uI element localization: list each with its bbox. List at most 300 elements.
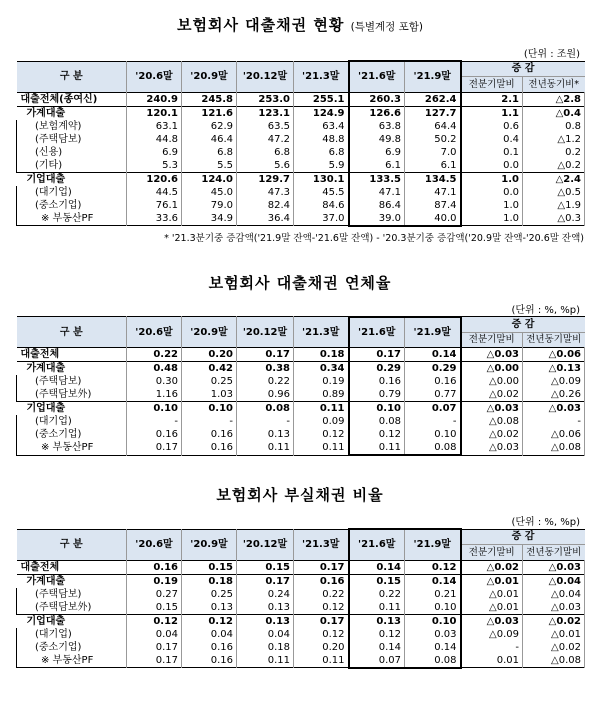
- cell-value: 0.24: [237, 588, 294, 601]
- header-period: '21.6말: [349, 61, 405, 92]
- table-row: [17, 402, 585, 416]
- row-label: (대기업): [17, 415, 127, 428]
- table-row: [17, 375, 585, 388]
- cell-value: 62.9: [182, 120, 237, 133]
- header-category: 구 분: [17, 61, 127, 92]
- cell-value: 82.4: [237, 199, 294, 212]
- cell-value: 0.10: [127, 402, 182, 416]
- cell-value: 0.13: [237, 614, 294, 628]
- cell-value: 40.0: [405, 212, 461, 226]
- table-row: [17, 428, 585, 441]
- cell-value: 0.18: [237, 641, 294, 654]
- cell-value: 6.1: [349, 159, 405, 173]
- table-row: [17, 415, 585, 428]
- cell-value: 253.0: [237, 92, 294, 106]
- loan-status-subtitle: (특별계정 포함): [350, 21, 423, 33]
- table-row: [17, 362, 585, 376]
- cell-value: 33.6: [127, 212, 182, 226]
- cell-value: △0.00: [461, 375, 523, 388]
- cell-value: △0.02: [523, 614, 585, 628]
- cell-value: △0.03: [461, 348, 523, 362]
- cell-value: △0.03: [523, 560, 585, 574]
- cell-value: △0.08: [523, 654, 585, 668]
- delinquency-body: [17, 348, 585, 456]
- cell-value: 0.27: [127, 588, 182, 601]
- table-row: [17, 172, 585, 186]
- cell-value: 0.30: [127, 375, 182, 388]
- table-row: [17, 348, 585, 362]
- npl-table: [16, 528, 585, 669]
- cell-value: 0.17: [294, 614, 349, 628]
- cell-value: △0.04: [523, 588, 585, 601]
- cell-value: 0.96: [237, 388, 294, 402]
- cell-value: 0.16: [182, 641, 237, 654]
- cell-value: 79.0: [182, 199, 237, 212]
- cell-value: 0.08: [349, 415, 405, 428]
- cell-value: -: [182, 415, 237, 428]
- cell-value: 120.1: [127, 106, 182, 120]
- cell-value: 0.14: [349, 560, 405, 574]
- cell-value: -: [461, 641, 523, 654]
- table-row: [17, 186, 585, 199]
- table-row: [17, 388, 585, 402]
- table-row: [17, 654, 585, 668]
- cell-value: 126.6: [349, 106, 405, 120]
- cell-value: 1.03: [182, 388, 237, 402]
- row-label: (주택담보): [17, 588, 127, 601]
- cell-value: 0.22: [127, 348, 182, 362]
- table-row: [17, 133, 585, 146]
- cell-value: 0.11: [237, 441, 294, 455]
- cell-value: 5.6: [237, 159, 294, 173]
- cell-value: 0.12: [294, 628, 349, 641]
- cell-value: -: [523, 415, 585, 428]
- cell-value: 0.17: [127, 654, 182, 668]
- row-label: 가계대출: [17, 362, 127, 376]
- row-label: ※ 부동산PF: [17, 441, 127, 455]
- cell-value: △0.01: [461, 601, 523, 615]
- cell-value: △0.01: [523, 628, 585, 641]
- cell-value: △2.4: [523, 172, 585, 186]
- cell-value: △0.08: [461, 415, 523, 428]
- loan-status-section: [0, 0, 600, 244]
- row-label: 대출전체: [17, 560, 127, 574]
- header-yoy: 전년동기비*: [523, 77, 585, 93]
- header-period: '20.6말: [127, 317, 182, 348]
- row-label: (기타): [17, 159, 127, 173]
- cell-value: 0.11: [349, 441, 405, 455]
- header-period: '20.9말: [182, 529, 237, 560]
- cell-value: 0.03: [405, 628, 461, 641]
- header-qoq: 전분기말비: [461, 77, 523, 93]
- cell-value: 45.0: [182, 186, 237, 199]
- table-row: [17, 441, 585, 455]
- cell-value: 0.17: [127, 641, 182, 654]
- header-period: '20.9말: [182, 61, 237, 92]
- npl-section: [0, 456, 600, 669]
- cell-value: △0.3: [523, 212, 585, 226]
- cell-value: 86.4: [349, 199, 405, 212]
- cell-value: 245.8: [182, 92, 237, 106]
- cell-value: 0.0: [461, 186, 523, 199]
- cell-value: 0.12: [294, 428, 349, 441]
- cell-value: △0.03: [461, 614, 523, 628]
- cell-value: 0.15: [349, 574, 405, 588]
- cell-value: 1.16: [127, 388, 182, 402]
- table-row: [17, 146, 585, 159]
- cell-value: 0.12: [405, 560, 461, 574]
- cell-value: 0.11: [294, 402, 349, 416]
- header-qoq: 전분기말비: [461, 545, 523, 561]
- row-label: (대기업): [17, 186, 127, 199]
- cell-value: 2.1: [461, 92, 523, 106]
- cell-value: 44.8: [127, 133, 182, 146]
- table-row: [17, 106, 585, 120]
- table-row: [17, 159, 585, 173]
- cell-value: 6.9: [127, 146, 182, 159]
- row-label: ※ 부동산PF: [17, 212, 127, 226]
- cell-value: 262.4: [405, 92, 461, 106]
- header-category: 구 분: [17, 317, 127, 348]
- cell-value: 0.15: [237, 560, 294, 574]
- header-row: [17, 61, 585, 77]
- cell-value: △0.03: [523, 402, 585, 416]
- header-yoy: 전년동기말비: [523, 332, 585, 348]
- cell-value: △0.08: [523, 441, 585, 455]
- cell-value: 0.25: [182, 588, 237, 601]
- cell-value: 0.13: [182, 601, 237, 615]
- footnote: * '21.3분기중 증감액('21.9말 잔액-'21.6말 잔액) - '20.3분기중 증감액('20.9말 잔액-'20.6말 잔액): [164, 232, 584, 244]
- cell-value: 47.3: [237, 186, 294, 199]
- table-row: [17, 614, 585, 628]
- cell-value: 63.5: [237, 120, 294, 133]
- cell-value: 1.0: [461, 172, 523, 186]
- row-label: (중소기업): [17, 199, 127, 212]
- cell-value: 0.13: [237, 428, 294, 441]
- cell-value: 133.5: [349, 172, 405, 186]
- cell-value: 0.10: [405, 428, 461, 441]
- cell-value: 63.1: [127, 120, 182, 133]
- cell-value: 0.17: [294, 560, 349, 574]
- cell-value: 0.17: [127, 441, 182, 455]
- header-change: 증 감: [461, 61, 585, 77]
- row-label: (대기업): [17, 628, 127, 641]
- header-period: '21.3말: [294, 529, 349, 560]
- loan-status-title: [0, 14, 600, 35]
- cell-value: 0.11: [349, 601, 405, 615]
- cell-value: 0.0: [461, 159, 523, 173]
- cell-value: 39.0: [349, 212, 405, 226]
- header-period: '20.12말: [237, 61, 294, 92]
- cell-value: 0.13: [237, 601, 294, 615]
- cell-value: △0.13: [523, 362, 585, 376]
- cell-value: 121.6: [182, 106, 237, 120]
- cell-value: 0.19: [294, 375, 349, 388]
- row-label: 대출전체: [17, 348, 127, 362]
- cell-value: △0.03: [461, 441, 523, 455]
- row-label: (주택담보): [17, 375, 127, 388]
- header-period: '20.12말: [237, 317, 294, 348]
- cell-value: 6.8: [182, 146, 237, 159]
- cell-value: 0.13: [349, 614, 405, 628]
- cell-value: 0.04: [237, 628, 294, 641]
- header-period: '21.9말: [405, 317, 461, 348]
- table-row: [17, 92, 585, 106]
- cell-value: 5.9: [294, 159, 349, 173]
- row-label: (중소기업): [17, 641, 127, 654]
- cell-value: 0.89: [294, 388, 349, 402]
- cell-value: 0.08: [237, 402, 294, 416]
- delinquency-title: 보험회사 대출채권 연체율: [208, 273, 392, 292]
- cell-value: 129.7: [237, 172, 294, 186]
- cell-value: 0.12: [182, 614, 237, 628]
- cell-value: 6.1: [405, 159, 461, 173]
- cell-value: 63.4: [294, 120, 349, 133]
- header-period: '20.6말: [127, 529, 182, 560]
- row-label: 기업대출: [17, 402, 127, 416]
- cell-value: -: [237, 415, 294, 428]
- header-period: '21.3말: [294, 61, 349, 92]
- cell-value: 0.10: [405, 601, 461, 615]
- cell-value: 0.16: [405, 375, 461, 388]
- row-label: (보험계약): [17, 120, 127, 133]
- header-row: [17, 317, 585, 333]
- cell-value: 0.04: [127, 628, 182, 641]
- cell-value: 36.4: [237, 212, 294, 226]
- cell-value: 0.42: [182, 362, 237, 376]
- cell-value: -: [127, 415, 182, 428]
- cell-value: 64.4: [405, 120, 461, 133]
- cell-value: △2.8: [523, 92, 585, 106]
- cell-value: 0.12: [349, 628, 405, 641]
- cell-value: 120.6: [127, 172, 182, 186]
- table-row: [17, 588, 585, 601]
- cell-value: △1.9: [523, 199, 585, 212]
- header-yoy: 전년동기말비: [523, 545, 585, 561]
- cell-value: 37.0: [294, 212, 349, 226]
- loan-status-unit: (단위 : 조원): [523, 49, 580, 60]
- cell-value: 0.12: [294, 601, 349, 615]
- cell-value: 49.8: [349, 133, 405, 146]
- cell-value: 0.16: [182, 428, 237, 441]
- table-row: [17, 574, 585, 588]
- cell-value: 0.4: [461, 133, 523, 146]
- header-period: '20.9말: [182, 317, 237, 348]
- row-label: (주택담보外): [17, 601, 127, 615]
- cell-value: 127.7: [405, 106, 461, 120]
- cell-value: 0.22: [349, 588, 405, 601]
- cell-value: 0.08: [405, 654, 461, 668]
- cell-value: 0.29: [349, 362, 405, 376]
- cell-value: 0.10: [182, 402, 237, 416]
- loan-status-title-text: 보험회사 대출채권 현황: [177, 16, 345, 34]
- cell-value: 0.34: [294, 362, 349, 376]
- cell-value: 0.22: [294, 588, 349, 601]
- cell-value: 47.1: [349, 186, 405, 199]
- delinquency-unit: (단위 : %, %p): [511, 304, 580, 316]
- cell-value: 0.12: [349, 428, 405, 441]
- table-row: [17, 199, 585, 212]
- cell-value: △0.09: [461, 628, 523, 641]
- cell-value: 124.9: [294, 106, 349, 120]
- cell-value: -: [405, 415, 461, 428]
- header-period: '20.6말: [127, 61, 182, 92]
- cell-value: 7.0: [405, 146, 461, 159]
- cell-value: 0.14: [405, 574, 461, 588]
- cell-value: △0.2: [523, 159, 585, 173]
- cell-value: 0.6: [461, 120, 523, 133]
- cell-value: 260.3: [349, 92, 405, 106]
- cell-value: 0.16: [349, 375, 405, 388]
- cell-value: △0.01: [461, 588, 523, 601]
- cell-value: 0.1: [461, 146, 523, 159]
- cell-value: 0.17: [349, 348, 405, 362]
- cell-value: 130.1: [294, 172, 349, 186]
- cell-value: 0.09: [294, 415, 349, 428]
- cell-value: △0.03: [523, 601, 585, 615]
- cell-value: 48.8: [294, 133, 349, 146]
- npl-title: 보험회사 부실채권 비율: [216, 486, 384, 504]
- cell-value: 0.10: [405, 614, 461, 628]
- cell-value: 0.16: [127, 428, 182, 441]
- header-category: 구 분: [17, 529, 127, 560]
- header-period: '21.6말: [349, 317, 405, 348]
- cell-value: 6.8: [237, 146, 294, 159]
- cell-value: 1.0: [461, 212, 523, 226]
- cell-value: 0.79: [349, 388, 405, 402]
- cell-value: 63.8: [349, 120, 405, 133]
- cell-value: 0.38: [237, 362, 294, 376]
- cell-value: 0.14: [405, 641, 461, 654]
- cell-value: 46.4: [182, 133, 237, 146]
- cell-value: △0.00: [461, 362, 523, 376]
- header-period: '21.3말: [294, 317, 349, 348]
- cell-value: 123.1: [237, 106, 294, 120]
- npl-body: [17, 560, 585, 668]
- cell-value: 0.21: [405, 588, 461, 601]
- cell-value: 240.9: [127, 92, 182, 106]
- cell-value: △1.2: [523, 133, 585, 146]
- header-period: '21.6말: [349, 529, 405, 560]
- loan-status-table: [16, 60, 585, 227]
- cell-value: △0.01: [461, 574, 523, 588]
- cell-value: 6.9: [349, 146, 405, 159]
- cell-value: 124.0: [182, 172, 237, 186]
- cell-value: △0.04: [523, 574, 585, 588]
- row-label: 대출전체(종여신): [17, 92, 127, 106]
- cell-value: 134.5: [405, 172, 461, 186]
- row-label: 가계대출: [17, 106, 127, 120]
- header-change: 증 감: [461, 529, 585, 545]
- cell-value: △0.02: [523, 641, 585, 654]
- cell-value: 0.18: [294, 348, 349, 362]
- cell-value: △0.06: [523, 428, 585, 441]
- cell-value: 1.0: [461, 199, 523, 212]
- cell-value: 45.5: [294, 186, 349, 199]
- cell-value: 0.14: [349, 641, 405, 654]
- cell-value: 0.17: [237, 574, 294, 588]
- cell-value: 0.11: [294, 441, 349, 455]
- cell-value: 0.29: [405, 362, 461, 376]
- cell-value: 0.2: [523, 146, 585, 159]
- row-label: 기업대출: [17, 614, 127, 628]
- cell-value: 0.20: [182, 348, 237, 362]
- cell-value: 0.15: [182, 560, 237, 574]
- row-label: 가계대출: [17, 574, 127, 588]
- cell-value: 44.5: [127, 186, 182, 199]
- cell-value: △0.06: [523, 348, 585, 362]
- cell-value: 0.8: [523, 120, 585, 133]
- cell-value: 0.07: [405, 402, 461, 416]
- row-label: ※ 부동산PF: [17, 654, 127, 668]
- cell-value: 6.8: [294, 146, 349, 159]
- cell-value: △0.02: [461, 428, 523, 441]
- row-label: 기업대출: [17, 172, 127, 186]
- table-row: [17, 601, 585, 615]
- delinquency-section: [0, 244, 600, 457]
- row-label: (중소기업): [17, 428, 127, 441]
- cell-value: △0.02: [461, 388, 523, 402]
- cell-value: 0.16: [182, 654, 237, 668]
- table-row: [17, 212, 585, 226]
- cell-value: 0.16: [294, 574, 349, 588]
- cell-value: 0.77: [405, 388, 461, 402]
- cell-value: 0.12: [127, 614, 182, 628]
- cell-value: 255.1: [294, 92, 349, 106]
- cell-value: △0.03: [461, 402, 523, 416]
- cell-value: △0.5: [523, 186, 585, 199]
- table-row: [17, 641, 585, 654]
- cell-value: 0.04: [182, 628, 237, 641]
- cell-value: 0.07: [349, 654, 405, 668]
- table-row: [17, 628, 585, 641]
- cell-value: 87.4: [405, 199, 461, 212]
- cell-value: △0.26: [523, 388, 585, 402]
- npl-unit: (단위 : %, %p): [511, 517, 580, 528]
- cell-value: 0.11: [294, 654, 349, 668]
- cell-value: 1.1: [461, 106, 523, 120]
- cell-value: 0.08: [405, 441, 461, 455]
- cell-value: 0.18: [182, 574, 237, 588]
- header-period: '20.12말: [237, 529, 294, 560]
- row-label: (주택담보外): [17, 388, 127, 402]
- cell-value: 47.2: [237, 133, 294, 146]
- cell-value: 5.5: [182, 159, 237, 173]
- row-label: (주택담보): [17, 133, 127, 146]
- cell-value: 0.10: [349, 402, 405, 416]
- cell-value: 0.16: [127, 560, 182, 574]
- header-row: [17, 529, 585, 545]
- cell-value: 5.3: [127, 159, 182, 173]
- cell-value: 50.2: [405, 133, 461, 146]
- cell-value: 76.1: [127, 199, 182, 212]
- cell-value: 0.19: [127, 574, 182, 588]
- cell-value: 47.1: [405, 186, 461, 199]
- header-period: '21.9말: [405, 61, 461, 92]
- delinquency-table: [16, 316, 585, 457]
- header-change: 증 감: [461, 317, 585, 333]
- cell-value: 34.9: [182, 212, 237, 226]
- cell-value: 0.20: [294, 641, 349, 654]
- table-row: [17, 120, 585, 133]
- cell-value: 0.11: [237, 654, 294, 668]
- table-row: [17, 560, 585, 574]
- cell-value: 0.22: [237, 375, 294, 388]
- loan-status-body: [17, 92, 585, 226]
- cell-value: 0.48: [127, 362, 182, 376]
- cell-value: △0.09: [523, 375, 585, 388]
- cell-value: 0.17: [237, 348, 294, 362]
